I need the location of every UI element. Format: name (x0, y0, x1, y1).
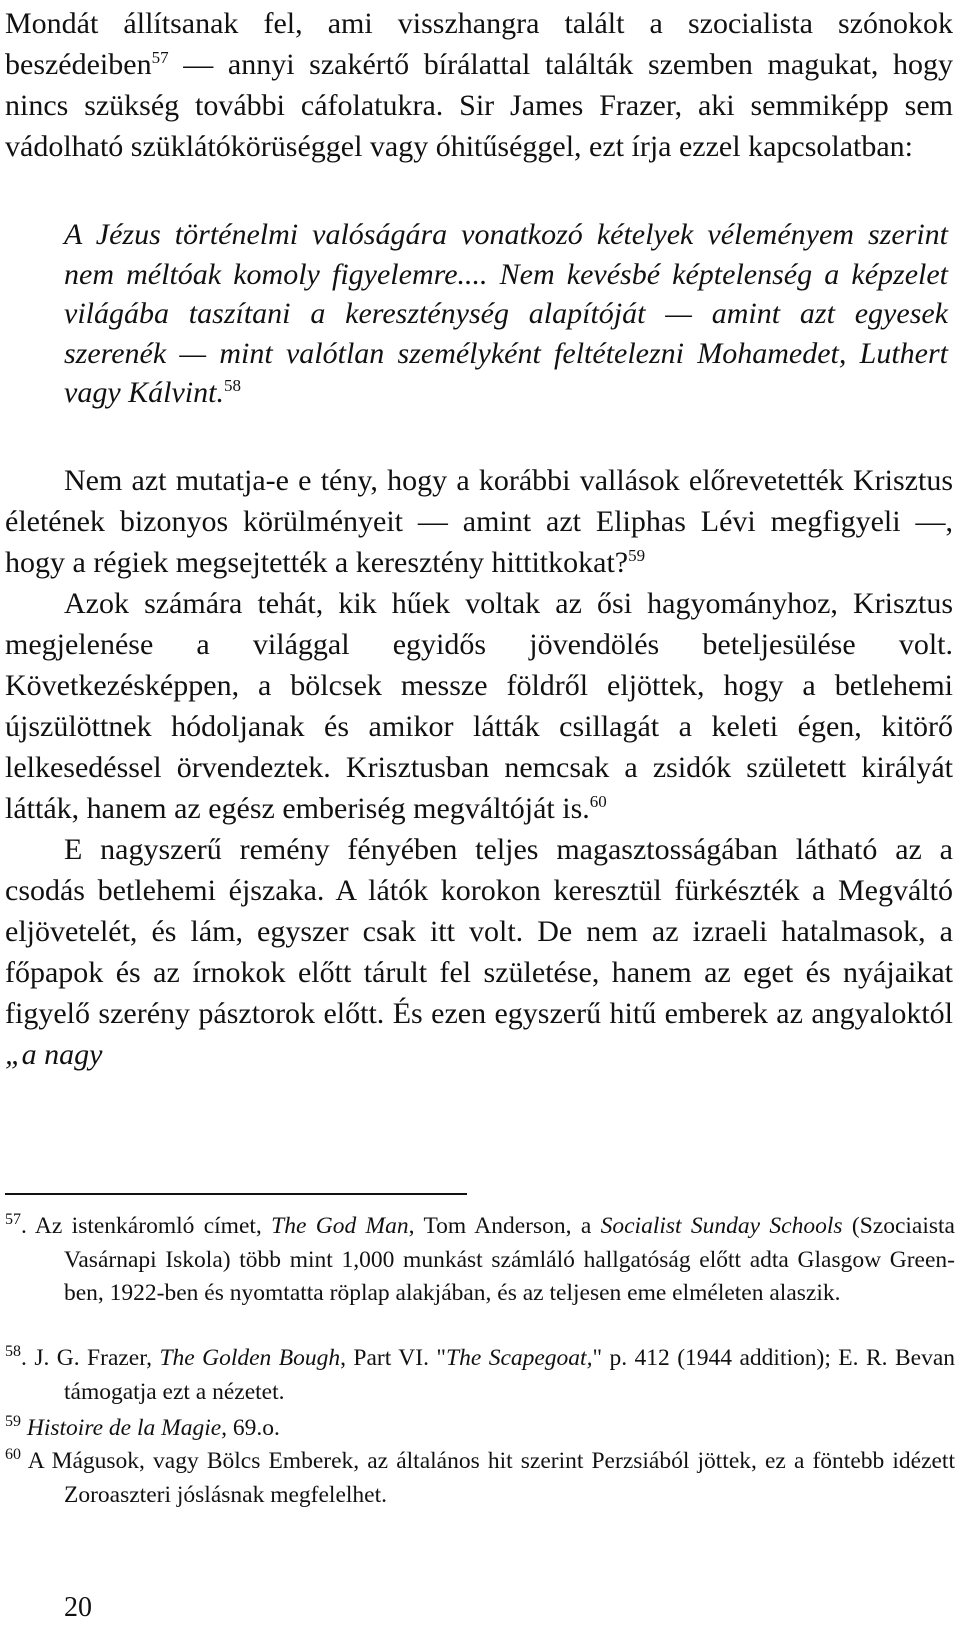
footnote-57: $^{57}$. Az istenkáromló címet, The God Man, Tom Anderson, a Socialist Sunday Schools (Szociaista Vasárnapi Iskola) több mint 1,000 munkást számláló hallgatóság előtt adta Glasgow Green-ben, 1922-ben és nyomtatta röplap alakjában, és az teljesen eme elméleten alaszik. (5, 1211, 955, 1306)
footnote-58: $^{58}$. J. G. Frazer, The Golden Bough, Part VI. "The Scapegoat," p. 412 (1944 addition); E. R. Bevan támogatja ezt a nézetet. (5, 1343, 955, 1405)
footnote-ref-58[interactable]: 58 (223, 376, 241, 395)
body-text-top (5, 3, 953, 167)
footnote-separator (5, 1193, 467, 1195)
footnote-number: 59 (5, 1413, 21, 1431)
paragraph-2: Nem azt mutatja-e e tény, hogy a korábbi vallások előrevetették Krisztus életének bizonyos körülményeit — amint azt Eliphas Lévi megfigyeli —, hogy a régiek megsejtették a keresztény hittitkokat?$^{59}$ (5, 464, 953, 579)
footnote-number: 58 (5, 1343, 21, 1361)
body-text-main (5, 460, 953, 1075)
footnote-number: 60 (5, 1446, 21, 1464)
footnote-ref-60[interactable]: 60 (589, 792, 607, 811)
footnote-number: 57 (5, 1211, 21, 1229)
footnote-60: $^{60}$ A Mágusok, vagy Bölcs Emberek, az általános hit szerint Perzsiából jöttek, ez a föntebb idézett Zoroaszteri jóslásnak megfelelhet. (5, 1446, 955, 1508)
paragraph-3: Azok számára tehát, kik hűek voltak az ősi hagyományhoz, Krisztus megjelenése a világgal egyidős jövendölés beteljesülése volt. Következésképpen, a bölcsek messze földről eljöttek, hogy a betlehemi újszülöttnek hódoljanak és amikor látták csillagát a keleti égen, kitörő lelkesedéssel örvendeztek. Krisztusban nemcsak a zsidók született királyát látták, hanem az egész emberiség megváltóját is.$^{60}$ (5, 587, 953, 825)
page-number: 20 (64, 1592, 92, 1623)
paragraph-4: E nagyszerű remény fényében teljes magasztosságában látható az a csodás betlehemi éjszaka. A látók korokon keresztül fürkészték a Megváltó eljövetelét, és lám, egyszer csak itt volt. De nem az izraeli hatalmasok, a főpapok és az írnokok előtt tárult fel születése, hanem az eget és nyájaikat figyelő szerény pásztorok előtt. És ezen egyszerű hitű emberek az angyaloktól „a nagy (5, 833, 953, 1071)
paragraph-1: Mondát állítsanak fel, ami visszhangra talált a szocialista szónokok beszédeiben$^{57}$ — annyi szakértő bírálattal találták szemben magukat, hogy nincs szükség további cáfolatukra. Sir James Frazer, aki semmiképp sem vádolható szüklátókörüséggel vagy óhitűséggel, ezt írja ezzel kapcsolatban: (5, 7, 953, 163)
block-quote (64, 215, 948, 413)
footnote-ref-57[interactable]: 57 (151, 48, 169, 67)
quote-text: A Jézus történelmi valóságára vonatkozó kételyek véleményem szerint nem méltóak komoly figyelemre.... Nem kevésbé képtelenség a képzelet világába taszítani a kereszténység alapítóját — amint azt egyesek szerenék — mint valótlan személyként feltételezni Mohamedet, Luthert vagy Kálvint. (64, 218, 948, 409)
footnote-ref-59[interactable]: 59 (628, 546, 646, 565)
footnote-59: $^{59}$ Histoire de la Magie, 69.o. (5, 1413, 280, 1441)
